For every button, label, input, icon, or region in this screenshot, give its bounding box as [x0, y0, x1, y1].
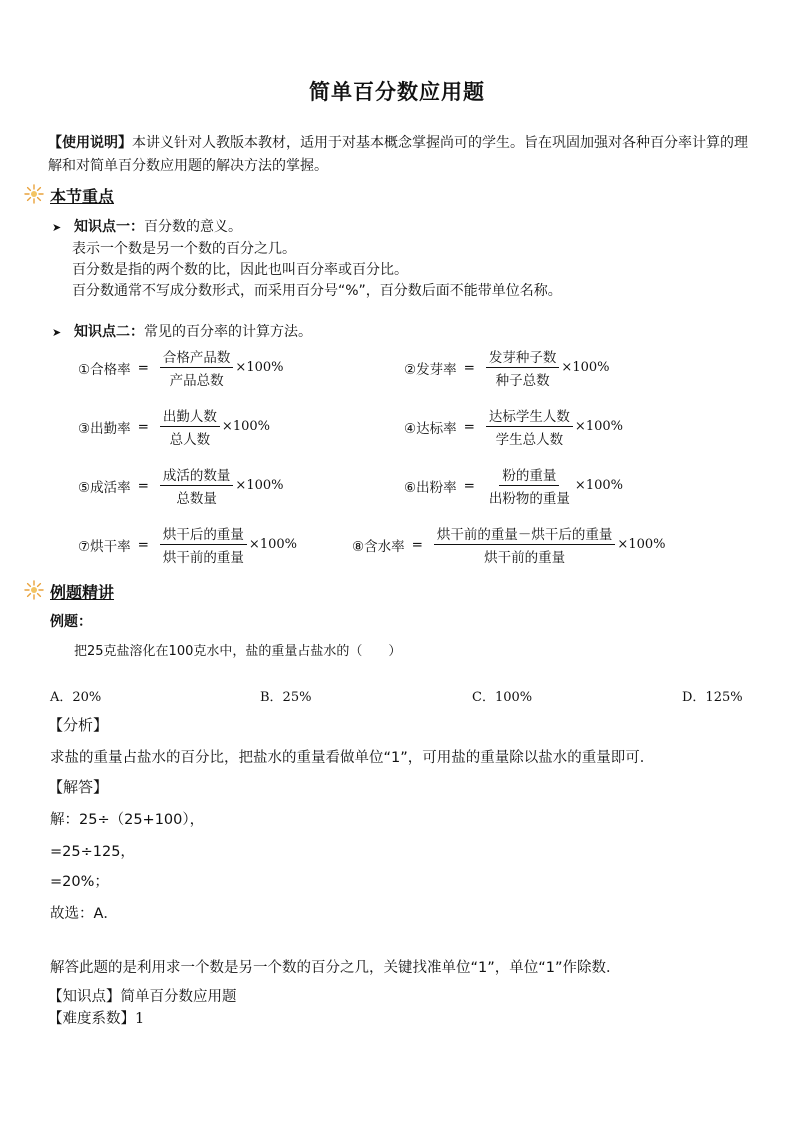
- formula-name: ①合格率: [78, 361, 131, 378]
- formula-pass-rate: ①合格率 = $\frac{\text{合格产品数}}{\text{产品总数}}$ ×100%: [78, 346, 283, 389]
- choice-a: A．20%: [50, 690, 102, 705]
- analysis-text: 求盐的重量占盐水的百分比，把盐水的重量看做单位“1”，可用盐的重量除以盐水的重量即可．: [50, 750, 655, 766]
- choice-b: B．25%: [260, 690, 312, 705]
- formula-drying-rate: ⑦烘干率 = $\frac{\text{烘干后的重量}}{\text{烘干前的重量}}$ ×100%: [78, 523, 297, 566]
- page-title: 简单百分数应用题: [309, 80, 485, 104]
- formula-moisture-rate: ⑧含水率 = $\frac{\text{烘干前的重量－烘干后的重量}}{\text{烘干前的重量}}$ ×100%: [352, 523, 665, 566]
- formula-name: ⑦烘干率: [78, 538, 131, 555]
- knowledge-tag: [48, 985, 237, 1006]
- choice-d: D．125%: [682, 690, 743, 705]
- formula-name: ⑤成活率: [78, 479, 131, 496]
- formula-fraction: $\frac{\text{烘干后的重量}}{\text{烘干前的重量}}$: [160, 523, 247, 566]
- answer-line: =20%；: [50, 874, 109, 890]
- formula-name: ⑧含水率: [352, 538, 405, 555]
- formula-fraction: $\frac{\text{粉的重量}}{\text{出粉物的重量}}$: [486, 464, 573, 507]
- kp1-line: 表示一个数是另一个数的百分之几。: [72, 241, 296, 257]
- difficulty-value: 1: [135, 1011, 145, 1027]
- question-text: 把25克盐溶化在100克水中，盐的重量占盐水的（ ）: [74, 644, 402, 659]
- formula-name: ②发芽率: [404, 361, 457, 378]
- usage-note-text: 本讲义针对人教版本教材，适用于对基本概念掌握尚可的学生。旨在巩固加强对各种百分率计算的理解和对简单百分数应用题的解决方法的掌握。: [48, 135, 748, 174]
- kp1-title: 百分数的意义。: [144, 219, 242, 235]
- sun-bullet-icon: [24, 580, 44, 600]
- difficulty-label: 【难度系数】: [48, 1011, 135, 1027]
- formula-fraction: $\frac{\text{出勤人数}}{\text{总人数}}$: [160, 405, 220, 448]
- formula-fraction: $\frac{\text{达标学生人数}}{\text{学生总人数}}$: [486, 405, 573, 448]
- formula-fraction: $\frac{\text{发芽种子数}}{\text{种子总数}}$: [486, 346, 560, 389]
- answer-label: 【解答】: [48, 778, 109, 796]
- kp2-label: 知识点二：: [74, 324, 144, 340]
- formula-attendance-rate: ③出勤率 = $\frac{\text{出勤人数}}{\text{总人数}}$ ×100%: [78, 405, 270, 448]
- knowledge-point-2: [52, 321, 312, 341]
- formula-name: ③出勤率: [78, 420, 131, 437]
- formula-fraction: $\frac{\text{合格产品数}}{\text{产品总数}}$: [160, 346, 234, 389]
- usage-note-label: 【使用说明】: [48, 135, 132, 151]
- difficulty-tag: [48, 1007, 144, 1028]
- formula-germination-rate: ②发芽率 = $\frac{\text{发芽种子数}}{\text{种子总数}}$ ×100%: [404, 346, 609, 389]
- solution-comment: 解答此题的是利用求一个数是另一个数的百分之几，关键找准单位“1”，单位“1”作除数．: [50, 960, 621, 976]
- formula-fraction: $\frac{\text{烘干前的重量－烘干后的重量}}{\text{烘干前的重量}}$: [434, 523, 616, 566]
- example-label: 例题：: [50, 614, 92, 630]
- kp1-line: 百分数是指的两个数的比，因此也叫百分率或百分比。: [72, 262, 408, 278]
- kp1-label: 知识点一：: [74, 219, 144, 235]
- formula-fraction: $\frac{\text{成活的数量}}{\text{总数量}}$: [160, 464, 234, 507]
- section-heading-key-points: 本节重点: [50, 187, 115, 206]
- answer-line: =25÷125，: [50, 844, 135, 860]
- formula-compliance-rate: ④达标率 = $\frac{\text{达标学生人数}}{\text{学生总人数}}$ ×100%: [404, 405, 623, 448]
- answer-line: 故选：A．: [50, 906, 118, 922]
- knowledge-tag-value: 简单百分数应用题: [120, 989, 237, 1005]
- answer-line: 解：25÷（25+100），: [50, 812, 205, 828]
- arrow-bullet-icon: ➤: [52, 221, 62, 234]
- knowledge-point-1: [52, 216, 242, 236]
- kp2-title: 常见的百分率的计算方法。: [144, 324, 312, 340]
- analysis-label: 【分析】: [48, 716, 109, 734]
- choice-c: C．100%: [472, 690, 533, 705]
- formula-name: ④达标率: [404, 420, 457, 437]
- sun-bullet-icon: [24, 184, 44, 204]
- usage-note: [48, 132, 754, 178]
- formula-name: ⑥出粉率: [404, 479, 457, 496]
- kp1-line: 百分数通常不写成分数形式，而采用百分号“%”，百分数后面不能带单位名称。: [72, 283, 562, 299]
- formula-survival-rate: ⑤成活率 = $\frac{\text{成活的数量}}{\text{总数量}}$ ×100%: [78, 464, 283, 507]
- arrow-bullet-icon: ➤: [52, 326, 62, 339]
- knowledge-tag-label: 【知识点】: [48, 989, 121, 1005]
- formula-flour-yield-rate: ⑥出粉率 = $\frac{\text{粉的重量}}{\text{出粉物的重量}}$ ×100%: [404, 464, 623, 507]
- section-heading-examples: 例题精讲: [50, 583, 115, 602]
